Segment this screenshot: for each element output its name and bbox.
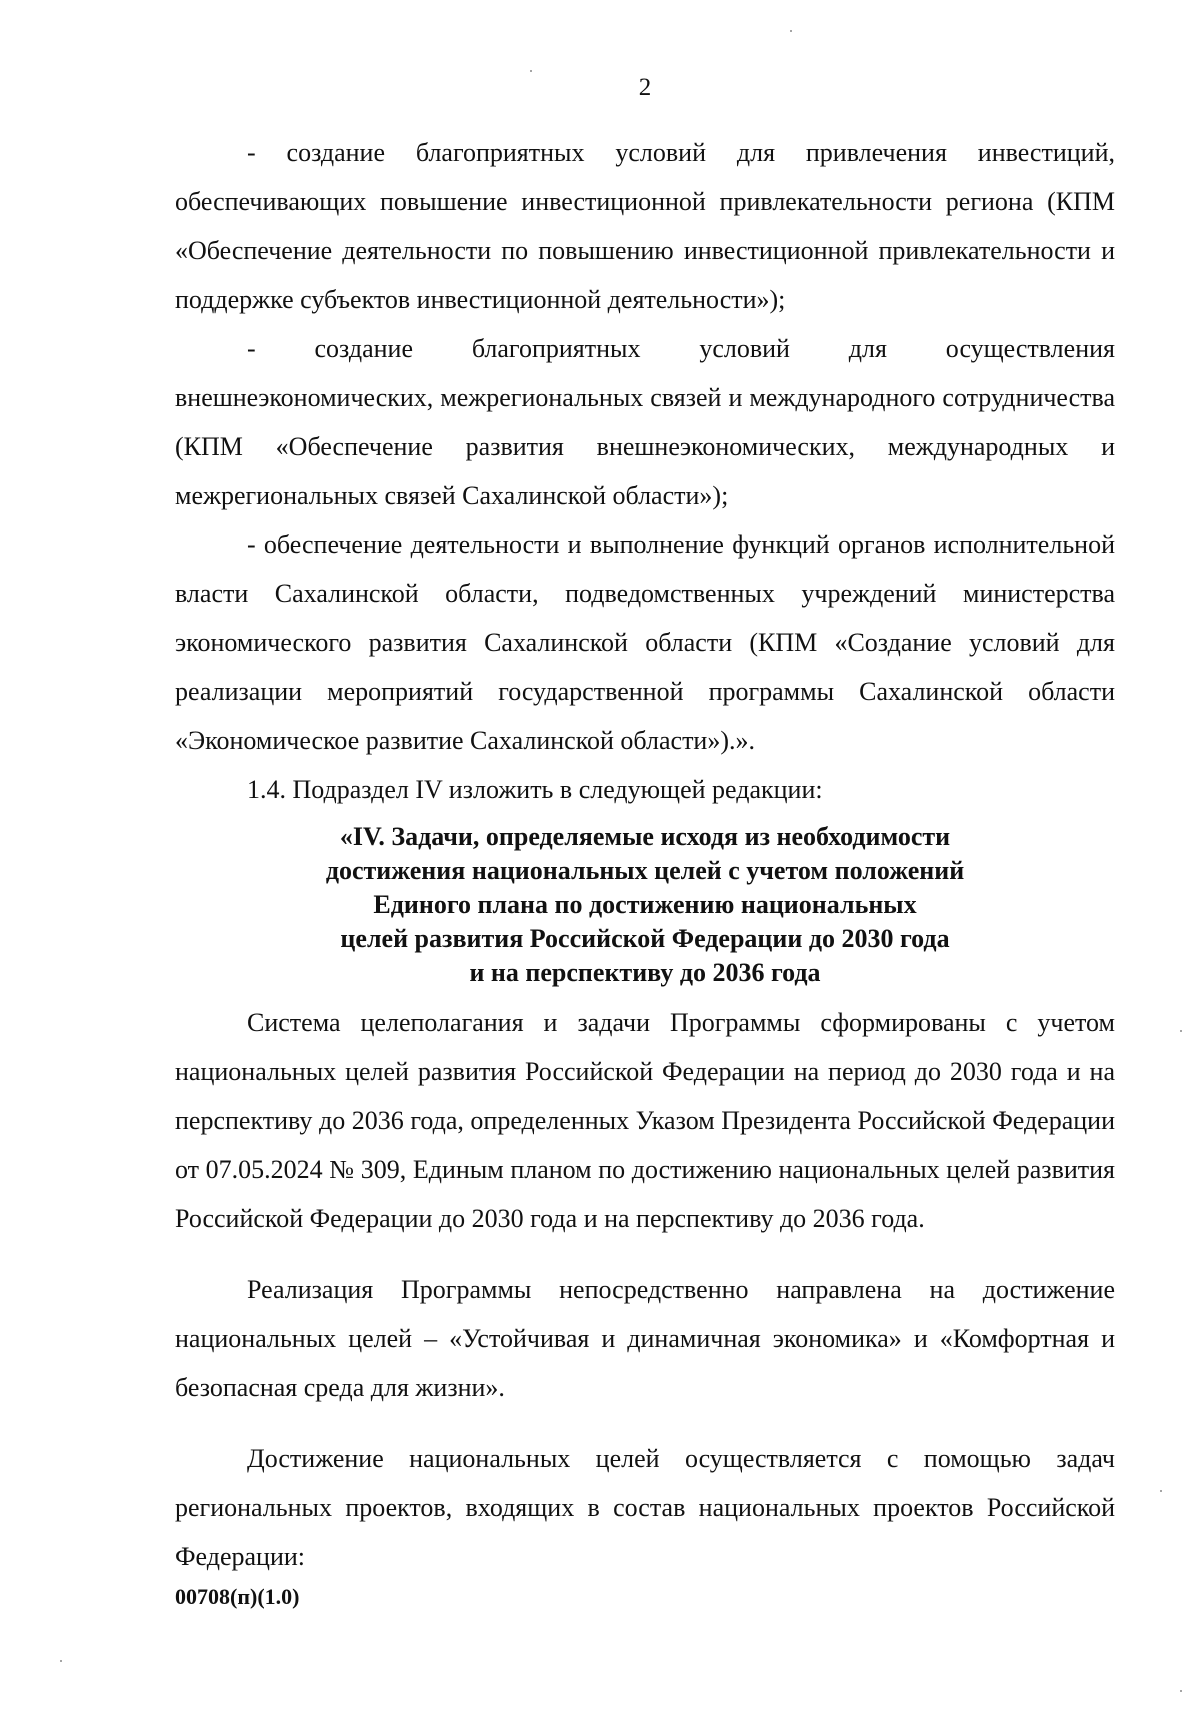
scan-speck bbox=[1180, 1690, 1182, 1692]
scan-speck bbox=[530, 70, 532, 72]
list-item-foreign-economic: - создание благоприятных условий для осуществления внешнеэкономических, межрегиональных связей и международного сотрудничества (КПМ «Обеспечение развития внешнеэкономических, международных и межрегиональных связей Сахалинской области»); bbox=[175, 334, 1115, 510]
heading-line: достижения национальных целей с учетом положений bbox=[325, 856, 965, 885]
scan-speck bbox=[1160, 1490, 1162, 1492]
clause-1-4: 1.4. Подраздел IV изложить в следующей редакции: bbox=[247, 775, 823, 804]
scan-speck bbox=[60, 1660, 62, 1662]
heading-line: целей развития Российской Федерации до 2030 года bbox=[340, 924, 950, 953]
paragraph-program-implementation: Реализация Программы непосредственно направлена на достижение национальных целей – «Устойчивая и динамичная экономика» и «Комфортная и безопасная среда для жизни». bbox=[175, 1275, 1115, 1402]
list-item-executive-bodies: - обеспечение деятельности и выполнение функций органов исполнительной власти Сахалинской области, подведомственных учреждений министерства экономического развития Сахалинской области (КПМ «Создание условий для реализации мероприятий государственной программы Сахалинской области «Экономическое развитие Сахалинской области»).». bbox=[175, 530, 1115, 755]
scan-speck bbox=[790, 30, 792, 32]
scan-speck bbox=[1180, 1030, 1182, 1032]
heading-line: «IV. Задачи, определяемые исходя из необходимости bbox=[339, 822, 951, 851]
paragraph-goal-system: Система целеполагания и задачи Программы сформированы с учетом национальных целей развития Российской Федерации на период до 2030 года и на перспективу до 2036 года, определенных Указом Президента Российской Федерации от 07.05.2024 № 309, Единым планом по достижению национальных целей развития Российской Федерации до 2030 года и на перспективу до 2036 года. bbox=[175, 1008, 1115, 1233]
page-number: 2 bbox=[638, 74, 652, 101]
document-code: 00708(п)(1.0) bbox=[175, 1584, 300, 1609]
heading-line: Единого плана по достижению национальных bbox=[373, 890, 917, 919]
list-item-investment: - создание благоприятных условий для привлечения инвестиций, обеспечивающих повышение инвестиционной привлекательности региона (КПМ «Обеспечение деятельности по повышению инвестиционной привлекательности и поддержке субъектов инвестиционной деятельности»); bbox=[175, 138, 1115, 314]
section-heading bbox=[175, 820, 1115, 990]
document-body bbox=[175, 128, 1115, 1581]
heading-line: и на перспективу до 2036 года bbox=[469, 958, 821, 987]
paragraph-goal-achievement: Достижение национальных целей осуществляется с помощью задач региональных проектов, входящих в состав национальных проектов Российской Федерации: bbox=[175, 1444, 1115, 1571]
